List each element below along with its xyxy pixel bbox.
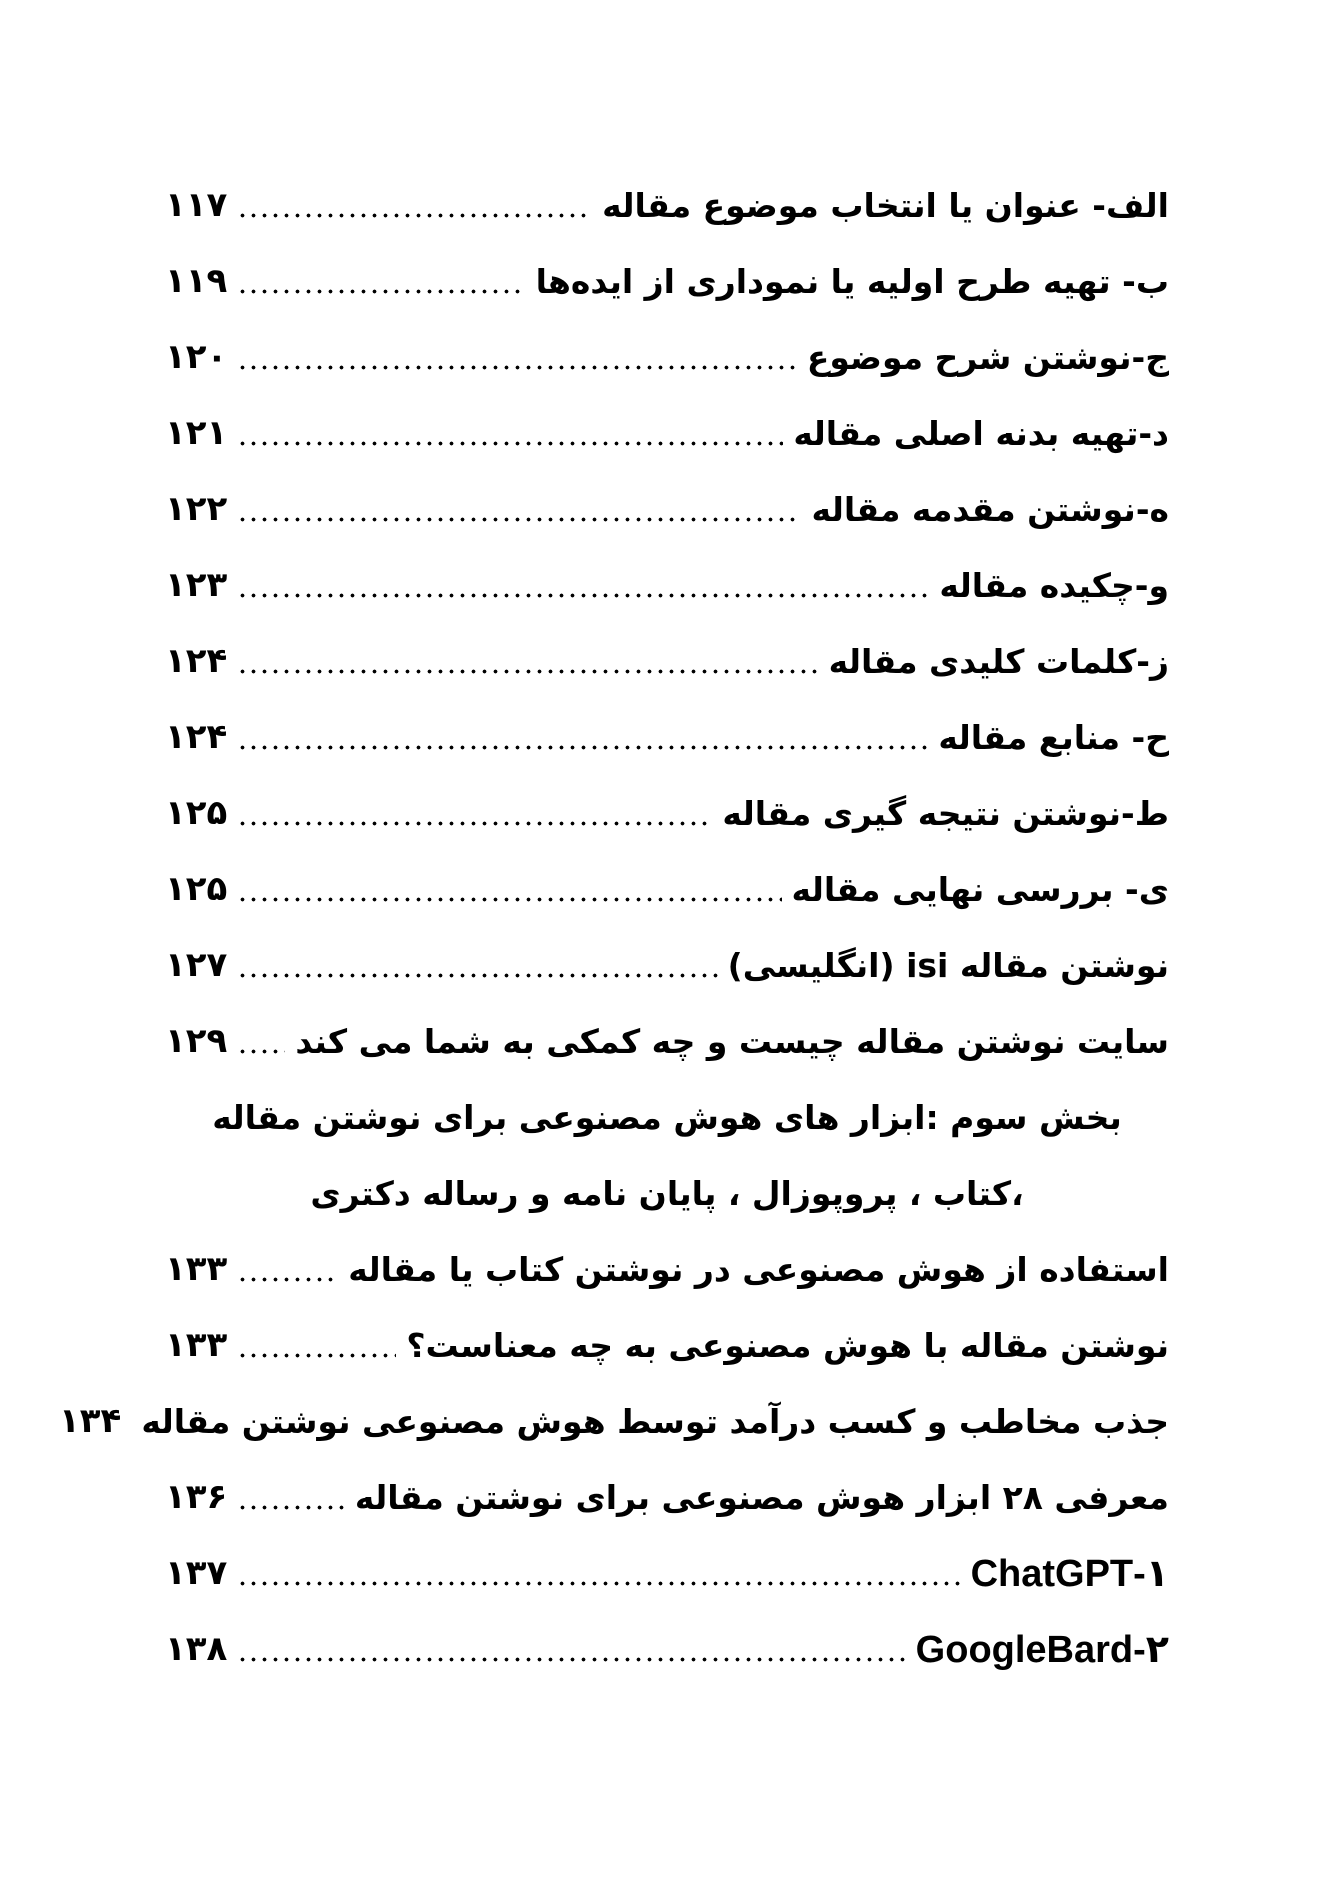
toc-entry <box>165 547 1169 623</box>
toc-page-number: ۱۲۹ <box>165 1021 228 1061</box>
toc-entry <box>59 1383 1169 1459</box>
toc-entry <box>165 395 1169 471</box>
toc-leader-dots <box>237 949 717 982</box>
toc-entry-title: ز-کلمات کلیدی مقاله <box>828 641 1169 681</box>
toc-leader-dots <box>237 873 781 906</box>
toc-page-number: ۱۲۴ <box>165 641 228 681</box>
toc-page-number: ۱۲۰ <box>165 337 228 377</box>
toc-entry <box>165 1003 1169 1079</box>
toc-leader-dots <box>237 1253 338 1286</box>
toc-entry-title: ۱-ChatGPT <box>970 1552 1169 1595</box>
toc-entry-title: استفاده از هوش مصنوعی در نوشتن کتاب یا مقاله <box>348 1249 1169 1289</box>
toc-page-number: ۱۲۵ <box>165 869 228 909</box>
toc-leader-dots <box>237 797 712 830</box>
toc-leader-dots <box>237 493 801 526</box>
toc-entry-title: د-تهیه بدنه اصلی مقاله <box>793 413 1169 453</box>
toc-page-number: ۱۳۳ <box>165 1325 228 1365</box>
section-heading: بخش سوم :ابزار های هوش مصنوعی برای نوشتن مقاله <box>212 1097 1122 1137</box>
toc-entry <box>165 1611 1169 1687</box>
toc-entry <box>165 623 1169 699</box>
toc-entry <box>165 851 1169 927</box>
toc-leader-dots <box>237 1633 905 1666</box>
toc-entry <box>165 927 1169 1003</box>
section-heading: ،کتاب ، پروپوزال ، پایان نامه و رساله دکتری <box>310 1173 1024 1213</box>
toc-entry-title: ۲-GoogleBard <box>915 1628 1169 1671</box>
toc-leader-dots <box>237 645 818 678</box>
toc-entry-title: ح- منابع مقاله <box>938 717 1169 757</box>
toc-entry-title: سایت نوشتن مقاله چیست و چه کمکی به شما می کند <box>295 1021 1169 1061</box>
toc-leader-dots <box>237 1025 285 1058</box>
toc-entry-title: نوشتن مقاله با هوش مصنوعی به چه معناست؟ <box>406 1325 1169 1365</box>
toc-leader-dots <box>237 721 928 754</box>
toc-entry <box>165 167 1169 243</box>
toc-entry <box>165 471 1169 547</box>
toc-page-number: ۱۲۳ <box>165 565 228 605</box>
toc-entry-title: ب- تهیه طرح اولیه یا نموداری از ایده‌ها <box>535 261 1169 301</box>
toc-page-number: ۱۲۴ <box>165 717 228 757</box>
toc-entry <box>165 1231 1169 1307</box>
toc-entry <box>165 243 1169 319</box>
toc-entry <box>165 775 1169 851</box>
toc-page-number: ۱۳۷ <box>165 1553 228 1593</box>
toc-page-number: ۱۱۷ <box>165 185 228 225</box>
toc-entry-title: نوشتن مقاله isi (انگلیسی) <box>727 945 1169 985</box>
toc-leader-dots <box>237 1329 396 1362</box>
toc-page-number: ۱۱۹ <box>165 261 228 301</box>
toc-leader-dots <box>237 1481 345 1514</box>
toc-entry <box>165 1535 1169 1611</box>
toc-page-number: ۱۲۵ <box>165 793 228 833</box>
toc-entry <box>165 319 1169 395</box>
toc-entry <box>165 1459 1169 1535</box>
toc-page-number: ۱۳۳ <box>165 1249 228 1289</box>
toc-entry <box>165 1307 1169 1383</box>
toc-page-number: ۱۳۶ <box>165 1477 228 1517</box>
toc-page-number: ۱۳۴ <box>59 1401 122 1441</box>
toc-leader-dots <box>237 265 525 298</box>
toc-entry-title: معرفی ۲۸ ابزار هوش مصنوعی برای نوشتن مقاله <box>354 1477 1169 1517</box>
toc-page-number: ۱۲۷ <box>165 945 228 985</box>
toc-leader-dots <box>237 417 783 450</box>
toc-page-number: ۱۲۲ <box>165 489 228 529</box>
toc-entry-title: الف- عنوان یا انتخاب موضوع مقاله <box>602 185 1169 225</box>
toc-page-number: ۱۳۸ <box>165 1629 228 1669</box>
toc-entry-title: ه-نوشتن مقدمه مقاله <box>811 489 1169 529</box>
toc-entry-title: ج-نوشتن شرح موضوع <box>806 337 1169 377</box>
toc-leader-dots <box>237 1557 960 1590</box>
toc-entry-title: ی- بررسی نهایی مقاله <box>791 869 1169 909</box>
toc-page-number: ۱۲۱ <box>165 413 228 453</box>
toc-leader-dots <box>237 189 592 222</box>
toc-list <box>59 167 1169 1687</box>
toc-leader-dots <box>237 341 797 374</box>
toc-leader-dots <box>237 569 929 602</box>
toc-entry-title: جذب مخاطب و کسب درآمد توسط هوش مصنوعی نوشتن مقاله <box>141 1401 1169 1441</box>
toc-entry-title: ط-نوشتن نتیجه گیری مقاله <box>722 793 1169 833</box>
toc-entry <box>165 699 1169 775</box>
toc-entry-title: و-چکیده مقاله <box>939 565 1169 605</box>
